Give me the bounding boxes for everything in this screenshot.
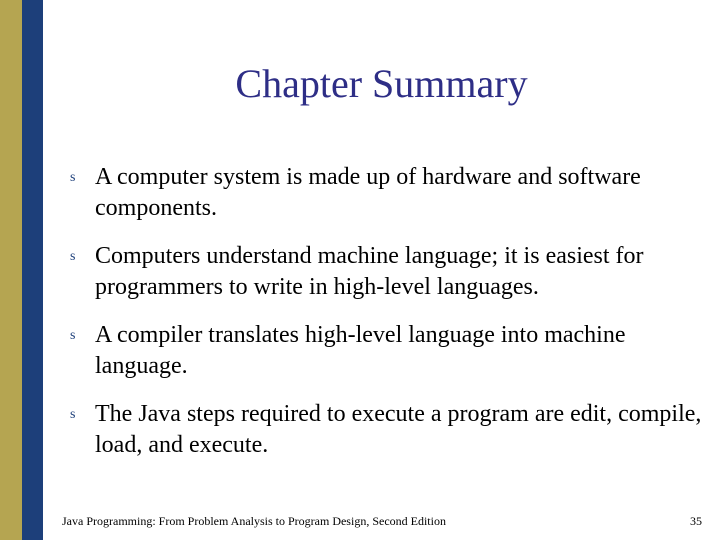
slide-title: Chapter Summary — [235, 61, 528, 106]
bullet-item — [70, 162, 710, 224]
bullet-text: Computers understand machine language; it is easiest for programmers to write in high-level languages. — [95, 243, 644, 300]
bullet-item — [70, 241, 710, 303]
bullet-item — [70, 399, 710, 461]
bullet-item — [70, 320, 710, 382]
footer-book-title: Java Programming: From Problem Analysis to Program Design, Second Edition — [62, 514, 446, 528]
left-decorative-stripe-blue — [22, 0, 43, 540]
bullet-marker-icon: s — [70, 170, 76, 185]
bullet-marker-icon: s — [70, 249, 76, 264]
bullet-text: The Java steps required to execute a program are edit, compile, load, and execute. — [95, 401, 702, 458]
left-decorative-stripe-gold — [0, 0, 22, 540]
bullet-marker-icon: s — [70, 407, 76, 422]
page-number: 35 — [690, 514, 702, 528]
bullet-marker-icon: s — [70, 328, 76, 343]
bullet-text: A computer system is made up of hardware and software components. — [95, 164, 641, 221]
bullet-text: A compiler translates high-level language into machine language. — [95, 322, 626, 379]
bullet-list — [70, 162, 710, 478]
